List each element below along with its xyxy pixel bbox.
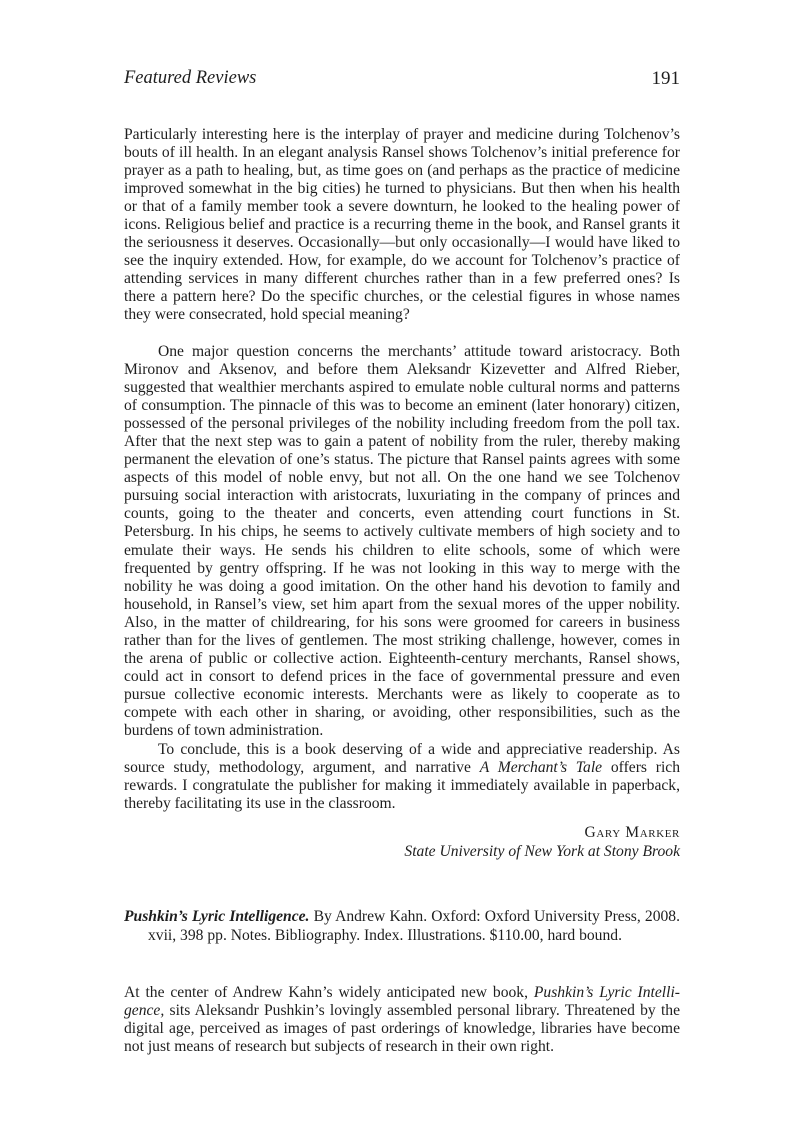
book-citation — [124, 908, 680, 945]
book-title-inline: Pushkin’s Lyric Intelligence, — [124, 984, 680, 1020]
running-title: Featured Reviews — [124, 68, 257, 88]
reviewer-signature — [404, 823, 680, 861]
reviewer-affiliation: State University of New York at Stony Brook — [404, 843, 680, 860]
review2-text-start: At the center of Andrew Kahn’s widely anticipated new book, — [124, 984, 534, 1001]
review-paragraph-2: One major question concerns the merchants’ attitude toward aristocracy. Both Mironov and Aksenov, and before them Aleksandr Kizevetter and Alfred Rieber, suggested that wealthier merchants aspired to emulate noble cultural norms and patterns of consumption. The pinnacle of this was to become an eminent (later honorary) citizen, possessed of the personal privileges of the nobility including freedom from the poll tax. After that the next step was to gain a patent of nobility from the ruler, thereby making permanent the elevation of one’s status. The picture that Ransel paints agrees with some aspects of this model of noble envy, but not all. On the one hand we see Tolchenov pursuing social interaction with aristocrats, luxuriating in the company of princes and counts, going to the theater and concerts, even attending court functions in St. Petersburg. In his chips, he seems to actively cultivate members of high society and to emulate their ways. He sends his children to elite schools, some of which were frequented by gentry offspring. If he was not looking in this way to merge with the nobility he was doing a good imitation. On the other hand his devotion to family and household, in Ransel’s view, set him apart from the sexual mores of the upper nobility. Also, in the matter of childrearing, for his sons were groomed for careers in business rather than for the lives of gentlemen. The most striking challenge, however, comes in the arena of public or collective action. Eighteenth-century merchants, Ransel shows, could act in consort to defend prices in the face of governmental pressure and even pursue collective economic interests. Merchants were as likely to cooperate as to compete with each other in sharing, or avoiding, other responsibilities, such as the burdens of town administration. — [124, 343, 680, 739]
reviewer-name: Gary Marker — [584, 824, 680, 841]
paragraph-3-text-end: offers rich rewards. I congratulate the publisher for making it immediately available in paperback, thereby facilitating its use in the classroom. — [124, 759, 680, 813]
book-title: Pushkin’s Lyric Intelligence. — [124, 908, 310, 925]
review-paragraph-1: Particularly interesting here is the interplay of prayer and medicine during Tolchenov’s bouts of ill health. In an elegant analysis Ransel shows Tolchenov’s initial preference for prayer as a path to healing, but, as time goes on (and perhaps as the practice of medicine improved somewhat in the big cities) he turned to physicians. But then when his health or that of a family member took a severe downturn, he looked to the healing power of icons. Religious belief and practice is a recurring theme in the book, and Ransel grants it the seriousness it deserves. Occasionally—but only occasionally—I would have liked to see the inquiry extended. How, for example, do we account for Tolchenov’s practice of attending services in many different churches rather than in a few preferred ones? Is there a pattern here? Do the specific churches, or the celestial figures in whose names they were consecrated, hold special meaning? — [124, 126, 680, 324]
review2-text-end: sits Aleksandr Pushkin’s lovingly assembled personal library. Threatened by the digital age, perceived as images of past orderings of knowledge, libraries have become not just means of research but subjects of research in their own right. — [124, 1002, 680, 1056]
book-title-reference: A Merchant’s Tale — [479, 759, 603, 777]
review2-paragraph-1 — [124, 984, 680, 1056]
page-number: 191 — [651, 68, 680, 89]
citation-details: By Andrew Kahn. Oxford: Oxford University Press, 2008. xvii, 398 pp. Notes. Bibliography. Index. Illustrations. $110.00, hard bound. — [148, 908, 680, 944]
running-head — [124, 68, 680, 92]
review-paragraph-3 — [124, 741, 680, 813]
paragraph-3-text-start: To conclude, this is a book deserving of a wide and appreciative readership. As source study, methodology, argument, and narrative — [124, 741, 680, 777]
